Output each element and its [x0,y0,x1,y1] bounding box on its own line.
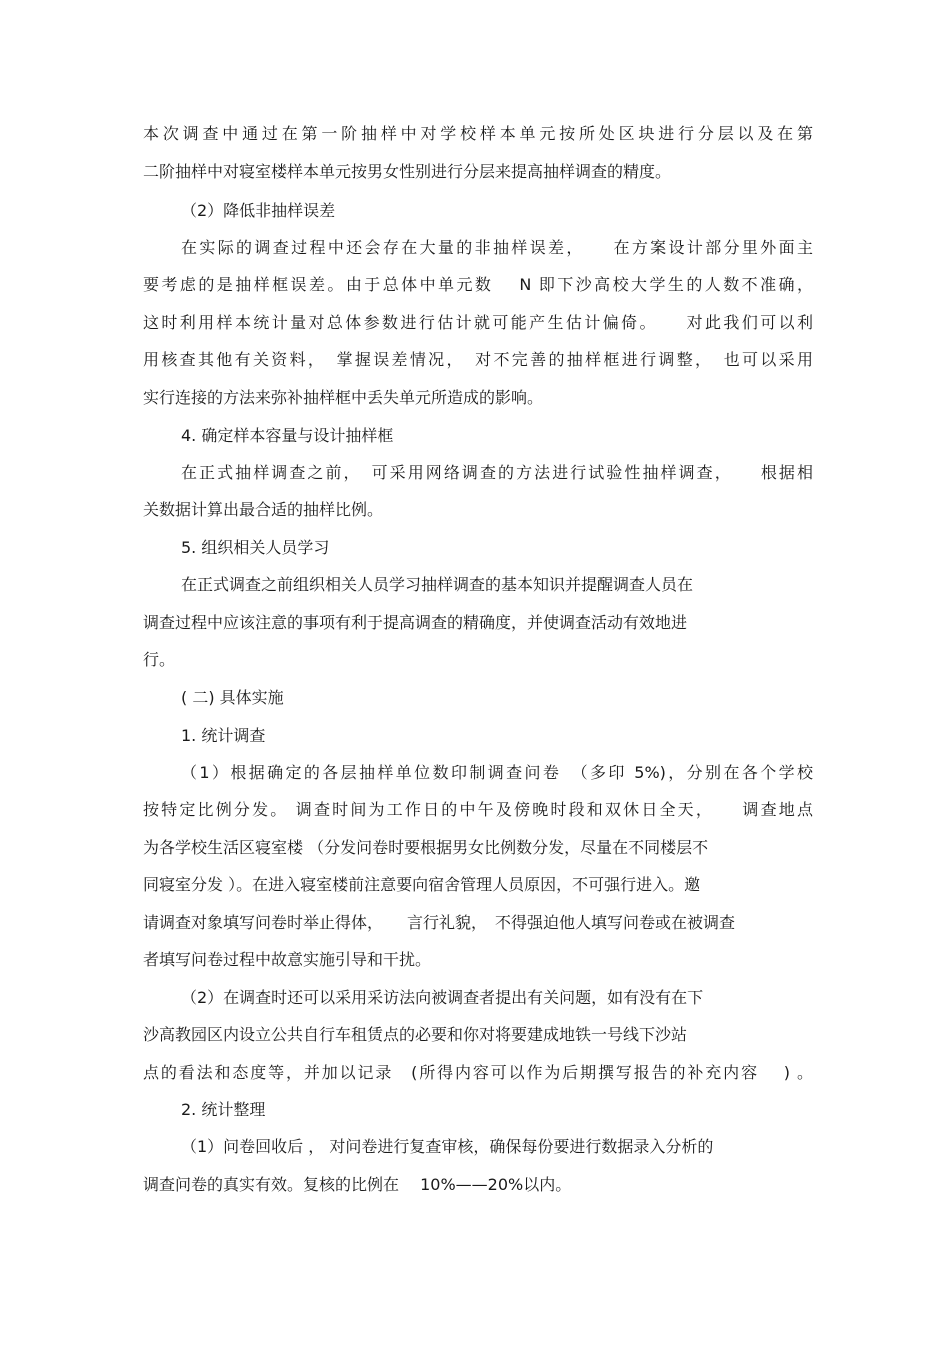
subsection-heading: 2. 统计整理 [181,1100,266,1119]
paragraph-line: （1）问卷回收后 ， 对问卷进行复查审核，确保每份要进行数据录入分析的 [181,1137,714,1156]
paragraph-line: 点的看法和态度等，并加以记录 (所得内容可以作为后期撰写报告的补充内容 ) 。 [143,1063,813,1082]
paragraph-line: 在正式调查之前组织相关人员学习抽样调查的基本知识并提醒调查人员在 [181,575,694,594]
section-heading: ( 二) 具体实施 [181,688,284,707]
paragraph-line: 同寝室分发 ）。在进入寝室楼前注意要向宿舍管理人员原因，不可强行进入。邀 [143,875,701,894]
paragraph-line: 调查过程中应该注意的事项有利于提高调查的精确度，并使调查活动有效地进 [143,613,688,632]
paragraph-line: 这时利用样本统计量对总体参数进行估计就可能产生估计偏倚。 对此我们可以利 [143,313,813,332]
paragraph-line: 本次调查中通过在第一阶抽样中对学校样本单元按所处区块进行分层以及在第 [143,124,813,143]
subsection-heading: （2）降低非抽样误差 [181,201,336,220]
paragraph-line: 实行连接的方法来弥补抽样框中丢失单元所造成的影响。 [143,388,544,407]
subsection-heading: 1. 统计调查 [181,726,266,745]
paragraph-line: 在实际的调查过程中还会存在大量的非抽样误差， 在方案设计部分里外面主 [181,238,813,257]
paragraph-line: 关数据计算出最合适的抽样比例。 [143,500,384,519]
paragraph-line: 为各学校生活区寝室楼 （分发问卷时要根据男女比例数分发，尽量在不同楼层不 [143,838,709,857]
paragraph-line: 用核查其他有关资料， 掌握误差情况， 对不完善的抽样框进行调整， 也可以采用 [143,350,813,369]
section-heading: 5. 组织相关人员学习 [181,538,330,557]
paragraph-line: 行。 [143,650,176,669]
paragraph-line: 要考虑的是抽样框误差。由于总体中单元数 N 即下沙高校大学生的人数不准确， [143,275,813,294]
section-heading: 4. 确定样本容量与设计抽样框 [181,426,394,445]
paragraph-line: 沙高教园区内设立公共自行车租赁点的必要和你对将要建成地铁一号线下沙站 [143,1025,688,1044]
paragraph-line: 二阶抽样中对寝室楼样本单元按男女性别进行分层来提高抽样调查的精度。 [143,162,672,181]
paragraph-line: （2）在调查时还可以采用采访法向被调查者提出有关问题，如有没有在下 [181,988,704,1007]
paragraph-line: 调查问卷的真实有效。复核的比例在 10%——20%以内。 [143,1175,572,1194]
paragraph-line: 请调查对象填写问卷时举止得体， 言行礼貌， 不得强迫他人填写问卷或在被调查 [143,913,736,932]
paragraph-line: （1）根据确定的各层抽样单位数印制调查问卷 （多印 5%)，分别在各个学校 [181,763,813,782]
paragraph-line: 按特定比例分发。 调查时间为工作日的中午及傍晚时段和双休日全天， 调查地点 [143,800,813,819]
paragraph-line: 在正式抽样调查之前， 可采用网络调查的方法进行试验性抽样调查， 根据相 [181,463,813,482]
paragraph-line: 者填写问卷过程中故意实施引导和干扰。 [143,950,432,969]
